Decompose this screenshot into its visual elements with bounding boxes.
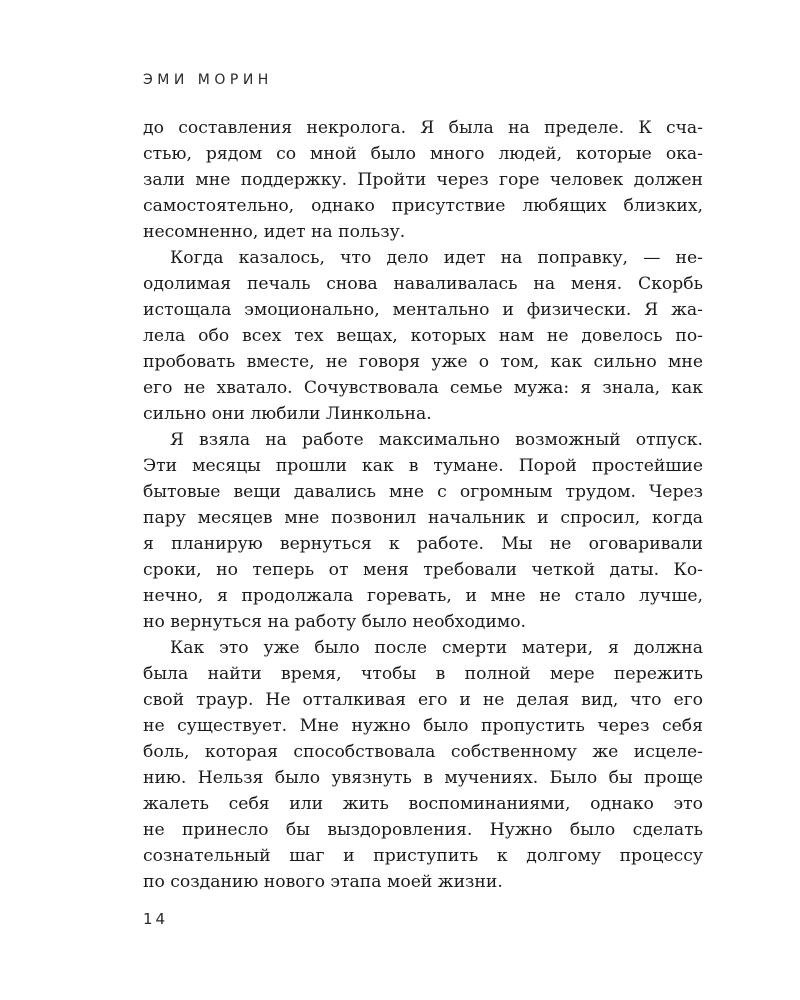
page-number: 14 [143,910,169,928]
text-line: не существует. Мне нужно было пропустить через себя [143,716,703,736]
running-head-author: ЭМИ МОРИН [143,72,273,88]
text-line: сознательный шаг и приступить к долгому процессу [143,846,703,866]
text-line: не принесло бы выздоровления. Нужно было сделать [143,820,703,840]
text-line: зали мне поддержку. Пройти через горе человек должен [143,170,703,190]
text-line: Как это уже было после смерти матери, я должна [170,638,703,658]
text-line: пару месяцев мне позвонил начальник и спросил, когда [143,508,703,528]
text-line: его не хватало. Сочувствовала семье мужа: я знала, как [143,378,703,398]
text-line: по созданию нового этапа моей жизни. [143,872,503,892]
text-line: нечно, я продолжала горевать, и мне не стало лучше, [143,586,703,606]
text-line: но вернуться на работу было необходимо. [143,612,527,632]
text-line: пробовать вместе, не говоря уже о том, как сильно мне [143,352,703,372]
text-line: бытовые вещи давались мне с огромным трудом. Через [143,482,703,502]
body-text [143,115,703,895]
text-line: сроки, но теперь от меня требовали четкой даты. Ко- [143,560,703,580]
text-line: Когда казалось, что дело идет на поправку, — не- [170,248,703,268]
text-line: сильно они любили Линкольна. [143,404,432,424]
text-line: Я взяла на работе максимально возможный отпуск. [170,430,703,450]
text-line: лела обо всех тех вещах, которых нам не довелось по- [143,326,703,346]
text-line: истощала эмоционально, ментально и физически. Я жа- [143,300,703,320]
text-line: свой траур. Не отталкивая его и не делая вид, что его [143,690,703,710]
text-line: жалеть себя или жить воспоминаниями, однако это [143,794,703,814]
text-line: боль, которая способствовала собственному же исцеле- [143,742,703,762]
text-line: нию. Нельзя было увязнуть в мучениях. Было бы проще [143,768,703,788]
text-line: одолимая печаль снова наваливалась на меня. Скорбь [143,274,703,294]
paragraph [143,635,703,895]
text-line: самостоятельно, однако присутствие любящих близких, [143,196,703,216]
text-line: я планирую вернуться к работе. Мы не оговаривали [143,534,703,554]
text-line: стью, рядом со мной было много людей, которые ока- [143,144,703,164]
text-line: до составления некролога. Я была на пределе. К сча- [143,118,703,138]
paragraph [143,115,703,245]
text-line: несомненно, идет на пользу. [143,222,406,242]
paragraph [143,427,703,635]
paragraph [143,245,703,427]
text-line: была найти время, чтобы в полной мере пережить [143,664,703,684]
text-line: Эти месяцы прошли как в тумане. Порой простейшие [143,456,703,476]
